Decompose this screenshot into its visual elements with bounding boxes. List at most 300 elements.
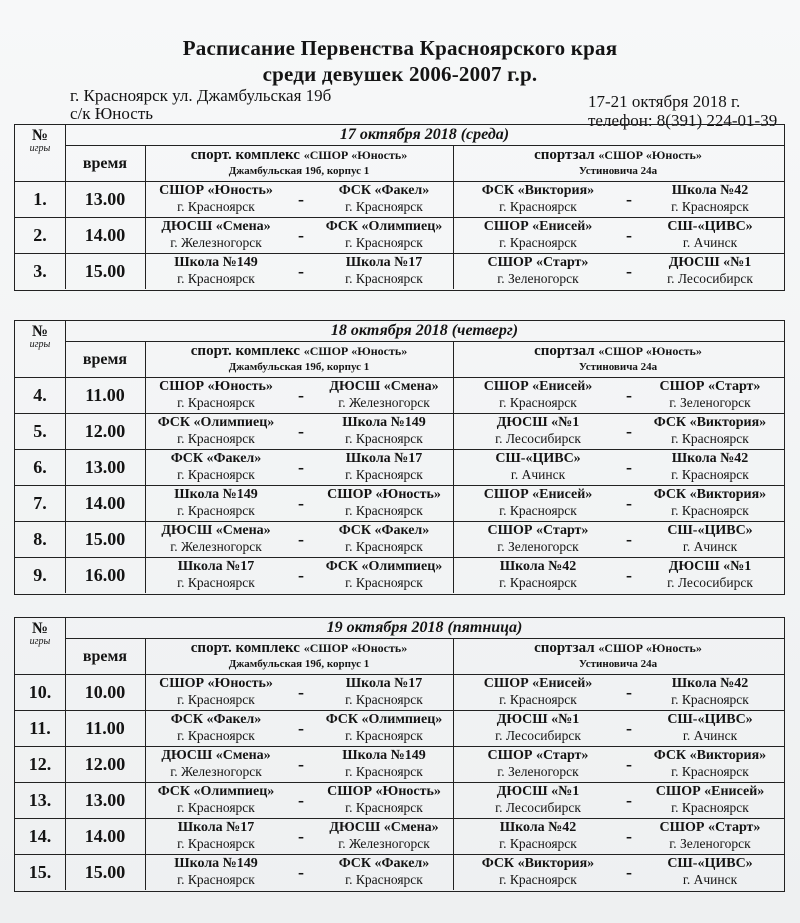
game-time: 13.00 [65,181,146,217]
team-city: г. Красноярск [499,692,577,707]
game-number: 13. [15,782,66,818]
table-row [15,485,784,522]
versus-dash: - [626,421,632,441]
game-time: 10.00 [65,674,146,710]
team-cell [319,819,449,852]
team-cell [319,182,449,215]
team-cell [319,378,449,411]
team-city: г. Красноярск [345,431,423,446]
team-name: Школа №17 [345,255,423,270]
team-name: Школа №42 [499,559,577,574]
team-city: г. Красноярск [499,575,577,590]
venue-divider [453,413,454,449]
team-cell [473,855,603,888]
team-city: г. Красноярск [177,467,255,482]
venue-divider [453,818,454,854]
venue-a-org: «СШОР «Юность» [303,641,408,655]
team-name: ФСК «Олимпиец» [157,784,275,799]
venue-divider [453,449,454,485]
team-city: г. Красноярск [177,503,255,518]
team-name: Школа №149 [342,415,426,430]
venue-b-title: спортзал [534,640,595,656]
team-city: г. Железногорск [170,235,262,250]
team-name: СШОР «Юность» [327,487,441,502]
team-name: Школа №42 [671,183,749,198]
team-name: СШОР «Старт» [659,379,761,394]
table-row [15,377,784,414]
game-time: 14.00 [65,217,146,253]
team-cell [151,182,281,215]
team-city: г. Красноярск [345,503,423,518]
venue-a-org: «СШОР «Юность» [303,148,408,162]
team-cell [645,522,775,555]
team-cell [473,783,603,816]
game-number: 5. [15,413,66,449]
game-number: 7. [15,485,66,521]
team-name: Школа №42 [671,451,749,466]
team-city: г. Зеленогорск [497,764,579,779]
page-subtitle: среди девушек 2006-2007 г.р. [262,62,538,86]
day-date: 18 октября 2018 (четверг) [65,321,784,342]
team-city: г. Красноярск [499,872,577,887]
venue-b-org: «СШОР «Юность» [598,641,702,655]
team-cell [645,486,775,519]
team-city: г. Красноярск [177,872,255,887]
club-name: с/к Юность [70,104,153,123]
team-name: СШ-«ЦИВС» [667,219,753,234]
team-name: ДЮСШ «Смена» [161,523,271,538]
team-name: ДЮСШ «Смена» [161,748,271,763]
versus-dash: - [626,565,632,585]
team-name: СШОР «Енисей» [483,379,593,394]
team-city: г. Красноярск [345,800,423,815]
venue-b-address: Устиновича 24а [578,361,658,373]
team-cell [319,558,449,591]
team-city: г. Зеленогорск [497,271,579,286]
versus-dash: - [298,826,304,846]
versus-dash: - [298,565,304,585]
table-row [15,746,784,783]
team-name: ФСК «Факел» [338,523,430,538]
team-cell [151,378,281,411]
team-cell [319,675,449,708]
game-number: 15. [15,854,66,890]
team-cell [151,558,281,591]
venue-a-org: «СШОР «Юность» [303,344,408,358]
venue-b-header [453,341,783,377]
team-city: г. Красноярск [499,235,577,250]
team-name: СШ-«ЦИВС» [667,523,753,538]
team-cell [151,675,281,708]
team-cell [473,711,603,744]
versus-dash: - [298,421,304,441]
team-cell [151,783,281,816]
team-city: г. Красноярск [671,764,749,779]
team-city: г. Красноярск [345,199,423,214]
team-cell [151,254,281,287]
versus-dash: - [298,225,304,245]
team-cell [319,855,449,888]
team-cell [645,819,775,852]
team-name: СШОР «Юность» [159,676,273,691]
team-city: г. Зеленогорск [669,395,751,410]
venue-divider [453,674,454,710]
game-time: 14.00 [65,818,146,854]
team-city: г. Красноярск [177,800,255,815]
team-name: ФСК «Виктория» [481,856,595,871]
team-city: г. Красноярск [177,395,255,410]
team-cell [645,675,775,708]
versus-dash: - [298,682,304,702]
venue-a-address: Джамбульская 19б, корпус 1 [228,361,370,373]
game-number: 6. [15,449,66,485]
venue-divider [453,485,454,521]
table-row [15,181,784,218]
team-cell [645,711,775,744]
event-dates: 17-21 октября 2018 г. [588,92,741,111]
team-name: Школа №149 [342,748,426,763]
game-time: 12.00 [65,746,146,782]
team-cell [645,414,775,447]
team-cell [151,855,281,888]
team-cell [473,486,603,519]
team-city: г. Красноярск [671,431,749,446]
team-city: г. Ачинск [510,467,566,482]
table-row [15,217,784,254]
number-sign: № [31,127,49,144]
versus-dash: - [298,189,304,209]
versus-dash: - [298,718,304,738]
versus-dash: - [298,385,304,405]
game-number-header [15,618,66,674]
team-city: г. Красноярск [499,199,577,214]
game-time: 11.00 [65,377,146,413]
table-row [15,413,784,450]
game-time: 11.00 [65,710,146,746]
game-time: 15.00 [65,253,146,289]
game-number: 2. [15,217,66,253]
team-cell [151,450,281,483]
versus-dash: - [626,682,632,702]
team-cell [319,218,449,251]
versus-dash: - [626,826,632,846]
day-date: 19 октября 2018 (пятница) [65,618,784,639]
team-cell [473,675,603,708]
versus-dash: - [298,529,304,549]
team-name: ФСК «Олимпиец» [157,415,275,430]
versus-dash: - [626,261,632,281]
team-city: г. Ачинск [682,728,738,743]
venue-a-title: спорт. комплекс [190,640,300,656]
team-city: г. Красноярск [345,872,423,887]
venue-a-address: Джамбульская 19б, корпус 1 [228,165,370,177]
table-row [15,710,784,747]
team-name: Школа №149 [174,255,258,270]
team-cell [473,522,603,555]
table-header [15,125,784,182]
game-number: 12. [15,746,66,782]
team-cell [473,558,603,591]
team-name: ФСК «Виктория» [653,415,767,430]
venue-a-title: спорт. комплекс [190,343,300,359]
versus-dash: - [626,718,632,738]
team-name: ФСК «Виктория» [653,487,767,502]
game-number-header [15,125,66,181]
team-cell [473,218,603,251]
team-name: ДЮСШ «Смена» [329,379,439,394]
team-cell [473,378,603,411]
venue-address: г. Красноярск ул. Джамбульская 19б [70,86,332,105]
team-name: ДЮСШ «№1 [668,255,752,270]
team-city: г. Железногорск [170,539,262,554]
team-cell [319,522,449,555]
team-cell [473,819,603,852]
team-cell [319,450,449,483]
venue-a-header [145,145,454,181]
versus-dash: - [626,493,632,513]
versus-dash: - [626,457,632,477]
venue-divider [453,521,454,557]
table-header [15,618,784,675]
venue-b-address: Устиновича 24а [578,658,658,670]
team-city: г. Красноярск [499,395,577,410]
team-name: СШОР «Юность» [159,183,273,198]
team-city: г. Красноярск [345,692,423,707]
team-city: г. Лесосибирск [495,728,581,743]
game-number: 11. [15,710,66,746]
team-city: г. Лесосибирск [667,271,753,286]
team-city: г. Железногорск [170,764,262,779]
team-cell [645,218,775,251]
team-cell [319,486,449,519]
venue-divider [453,377,454,413]
team-name: ДЮСШ «№1 [496,712,580,727]
team-city: г. Красноярск [345,539,423,554]
versus-dash: - [298,862,304,882]
team-cell [473,414,603,447]
team-cell [319,711,449,744]
versus-dash: - [626,862,632,882]
team-name: СШОР «Юность» [327,784,441,799]
game-time: 13.00 [65,449,146,485]
venue-a-header [145,341,454,377]
versus-dash: - [298,493,304,513]
versus-dash: - [626,790,632,810]
team-city: г. Красноярск [671,692,749,707]
table-row [15,253,784,289]
time-header: время [65,341,146,377]
game-number: 8. [15,521,66,557]
game-time: 15.00 [65,854,146,890]
team-name: ДЮСШ «№1 [496,415,580,430]
team-city: г. Зеленогорск [497,539,579,554]
team-city: г. Красноярск [177,199,255,214]
team-name: ФСК «Виктория» [653,748,767,763]
team-name: ДЮСШ «№1 [668,559,752,574]
venue-divider [453,746,454,782]
team-cell [645,558,775,591]
team-cell [645,747,775,780]
team-name: СШОР «Юность» [159,379,273,394]
game-number: 14. [15,818,66,854]
team-cell [473,450,603,483]
team-name: ФСК «Факел» [170,712,262,727]
team-cell [645,783,775,816]
day-schedule-table [14,617,785,892]
game-number-header [15,321,66,377]
team-city: г. Красноярск [345,728,423,743]
team-city: г. Красноярск [345,575,423,590]
team-name: ФСК «Факел» [338,183,430,198]
team-city: г. Красноярск [177,728,255,743]
games-label: игры [29,636,51,647]
team-cell [319,254,449,287]
team-city: г. Лесосибирск [667,575,753,590]
table-row [15,449,784,486]
team-name: СШОР «Енисей» [483,219,593,234]
number-sign: № [31,323,49,340]
team-cell [151,414,281,447]
versus-dash: - [626,529,632,549]
venue-b-org: «СШОР «Юность» [598,148,702,162]
team-cell [151,486,281,519]
venue-divider [453,557,454,593]
day-date: 17 октября 2018 (среда) [65,125,784,146]
team-cell [645,855,775,888]
day-schedule-table [14,320,785,595]
time-header: время [65,145,146,181]
team-cell [319,414,449,447]
venue-b-header [453,145,783,181]
team-cell [645,450,775,483]
games-label: игры [29,339,51,350]
time-header: время [65,638,146,674]
team-city: г. Красноярск [345,235,423,250]
venue-divider [453,782,454,818]
team-name: СШ-«ЦИВС» [667,856,753,871]
team-city: г. Красноярск [345,271,423,286]
venue-divider [453,253,454,289]
versus-dash: - [298,457,304,477]
team-cell [151,711,281,744]
versus-dash: - [626,754,632,774]
contact-phone: телефон: 8(391) 224-01-39 [588,111,778,130]
page-title: Расписание Первенства Красноярского края [182,36,618,60]
game-time: 13.00 [65,782,146,818]
team-city: г. Ачинск [682,539,738,554]
team-cell [645,254,775,287]
venue-divider [453,710,454,746]
team-cell [319,747,449,780]
team-name: ДЮСШ «Смена» [161,219,271,234]
team-city: г. Железногорск [338,395,430,410]
team-city: г. Красноярск [671,467,749,482]
table-row [15,782,784,819]
team-name: СШОР «Старт» [487,748,589,763]
venue-a-address: Джамбульская 19б, корпус 1 [228,658,370,670]
game-time: 16.00 [65,557,146,593]
team-city: г. Красноярск [345,764,423,779]
team-name: ФСК «Олимпиец» [325,219,443,234]
team-name: СШОР «Енисей» [655,784,765,799]
team-city: г. Красноярск [177,692,255,707]
team-city: г. Красноярск [671,199,749,214]
versus-dash: - [298,790,304,810]
game-number: 1. [15,181,66,217]
game-number: 9. [15,557,66,593]
team-city: г. Красноярск [345,467,423,482]
team-name: СШ-«ЦИВС» [667,712,753,727]
team-city: г. Красноярск [499,503,577,518]
team-city: г. Красноярск [499,836,577,851]
team-name: ФСК «Олимпиец» [325,559,443,574]
team-cell [151,218,281,251]
versus-dash: - [298,261,304,281]
team-name: ДЮСШ «Смена» [329,820,439,835]
venue-b-address: Устиновича 24а [578,165,658,177]
team-city: г. Красноярск [671,800,749,815]
team-cell [151,819,281,852]
team-name: Школа №17 [177,559,255,574]
team-name: Школа №17 [345,676,423,691]
venue-b-header [453,638,783,674]
team-cell [645,182,775,215]
venue-b-title: спортзал [534,147,595,163]
number-sign: № [31,620,49,637]
versus-dash: - [298,754,304,774]
game-time: 14.00 [65,485,146,521]
team-name: СШОР «Енисей» [483,676,593,691]
team-name: ФСК «Факел» [170,451,262,466]
table-row [15,521,784,558]
team-city: г. Железногорск [338,836,430,851]
team-city: г. Красноярск [177,271,255,286]
venue-b-org: «СШОР «Юность» [598,344,702,358]
table-row [15,818,784,855]
game-number: 3. [15,253,66,289]
team-name: Школа №149 [174,487,258,502]
table-header [15,321,784,378]
team-cell [473,182,603,215]
game-time: 15.00 [65,521,146,557]
versus-dash: - [626,225,632,245]
team-cell [645,378,775,411]
team-cell [151,747,281,780]
game-number: 4. [15,377,66,413]
venue-divider [453,181,454,217]
team-name: СШ-«ЦИВС» [495,451,581,466]
game-number: 10. [15,674,66,710]
venue-a-header [145,638,454,674]
team-city: г. Красноярск [177,431,255,446]
table-row [15,854,784,890]
team-city: г. Красноярск [177,575,255,590]
team-city: г. Лесосибирск [495,800,581,815]
team-name: Школа №17 [345,451,423,466]
team-cell [319,783,449,816]
team-name: ДЮСШ «№1 [496,784,580,799]
team-name: ФСК «Виктория» [481,183,595,198]
game-time: 12.00 [65,413,146,449]
team-name: Школа №42 [499,820,577,835]
team-name: СШОР «Старт» [487,255,589,270]
games-label: игры [29,143,51,154]
day-schedule-table [14,124,785,291]
team-city: г. Красноярск [177,836,255,851]
versus-dash: - [626,189,632,209]
venue-b-title: спортзал [534,343,595,359]
venue-divider [453,854,454,890]
